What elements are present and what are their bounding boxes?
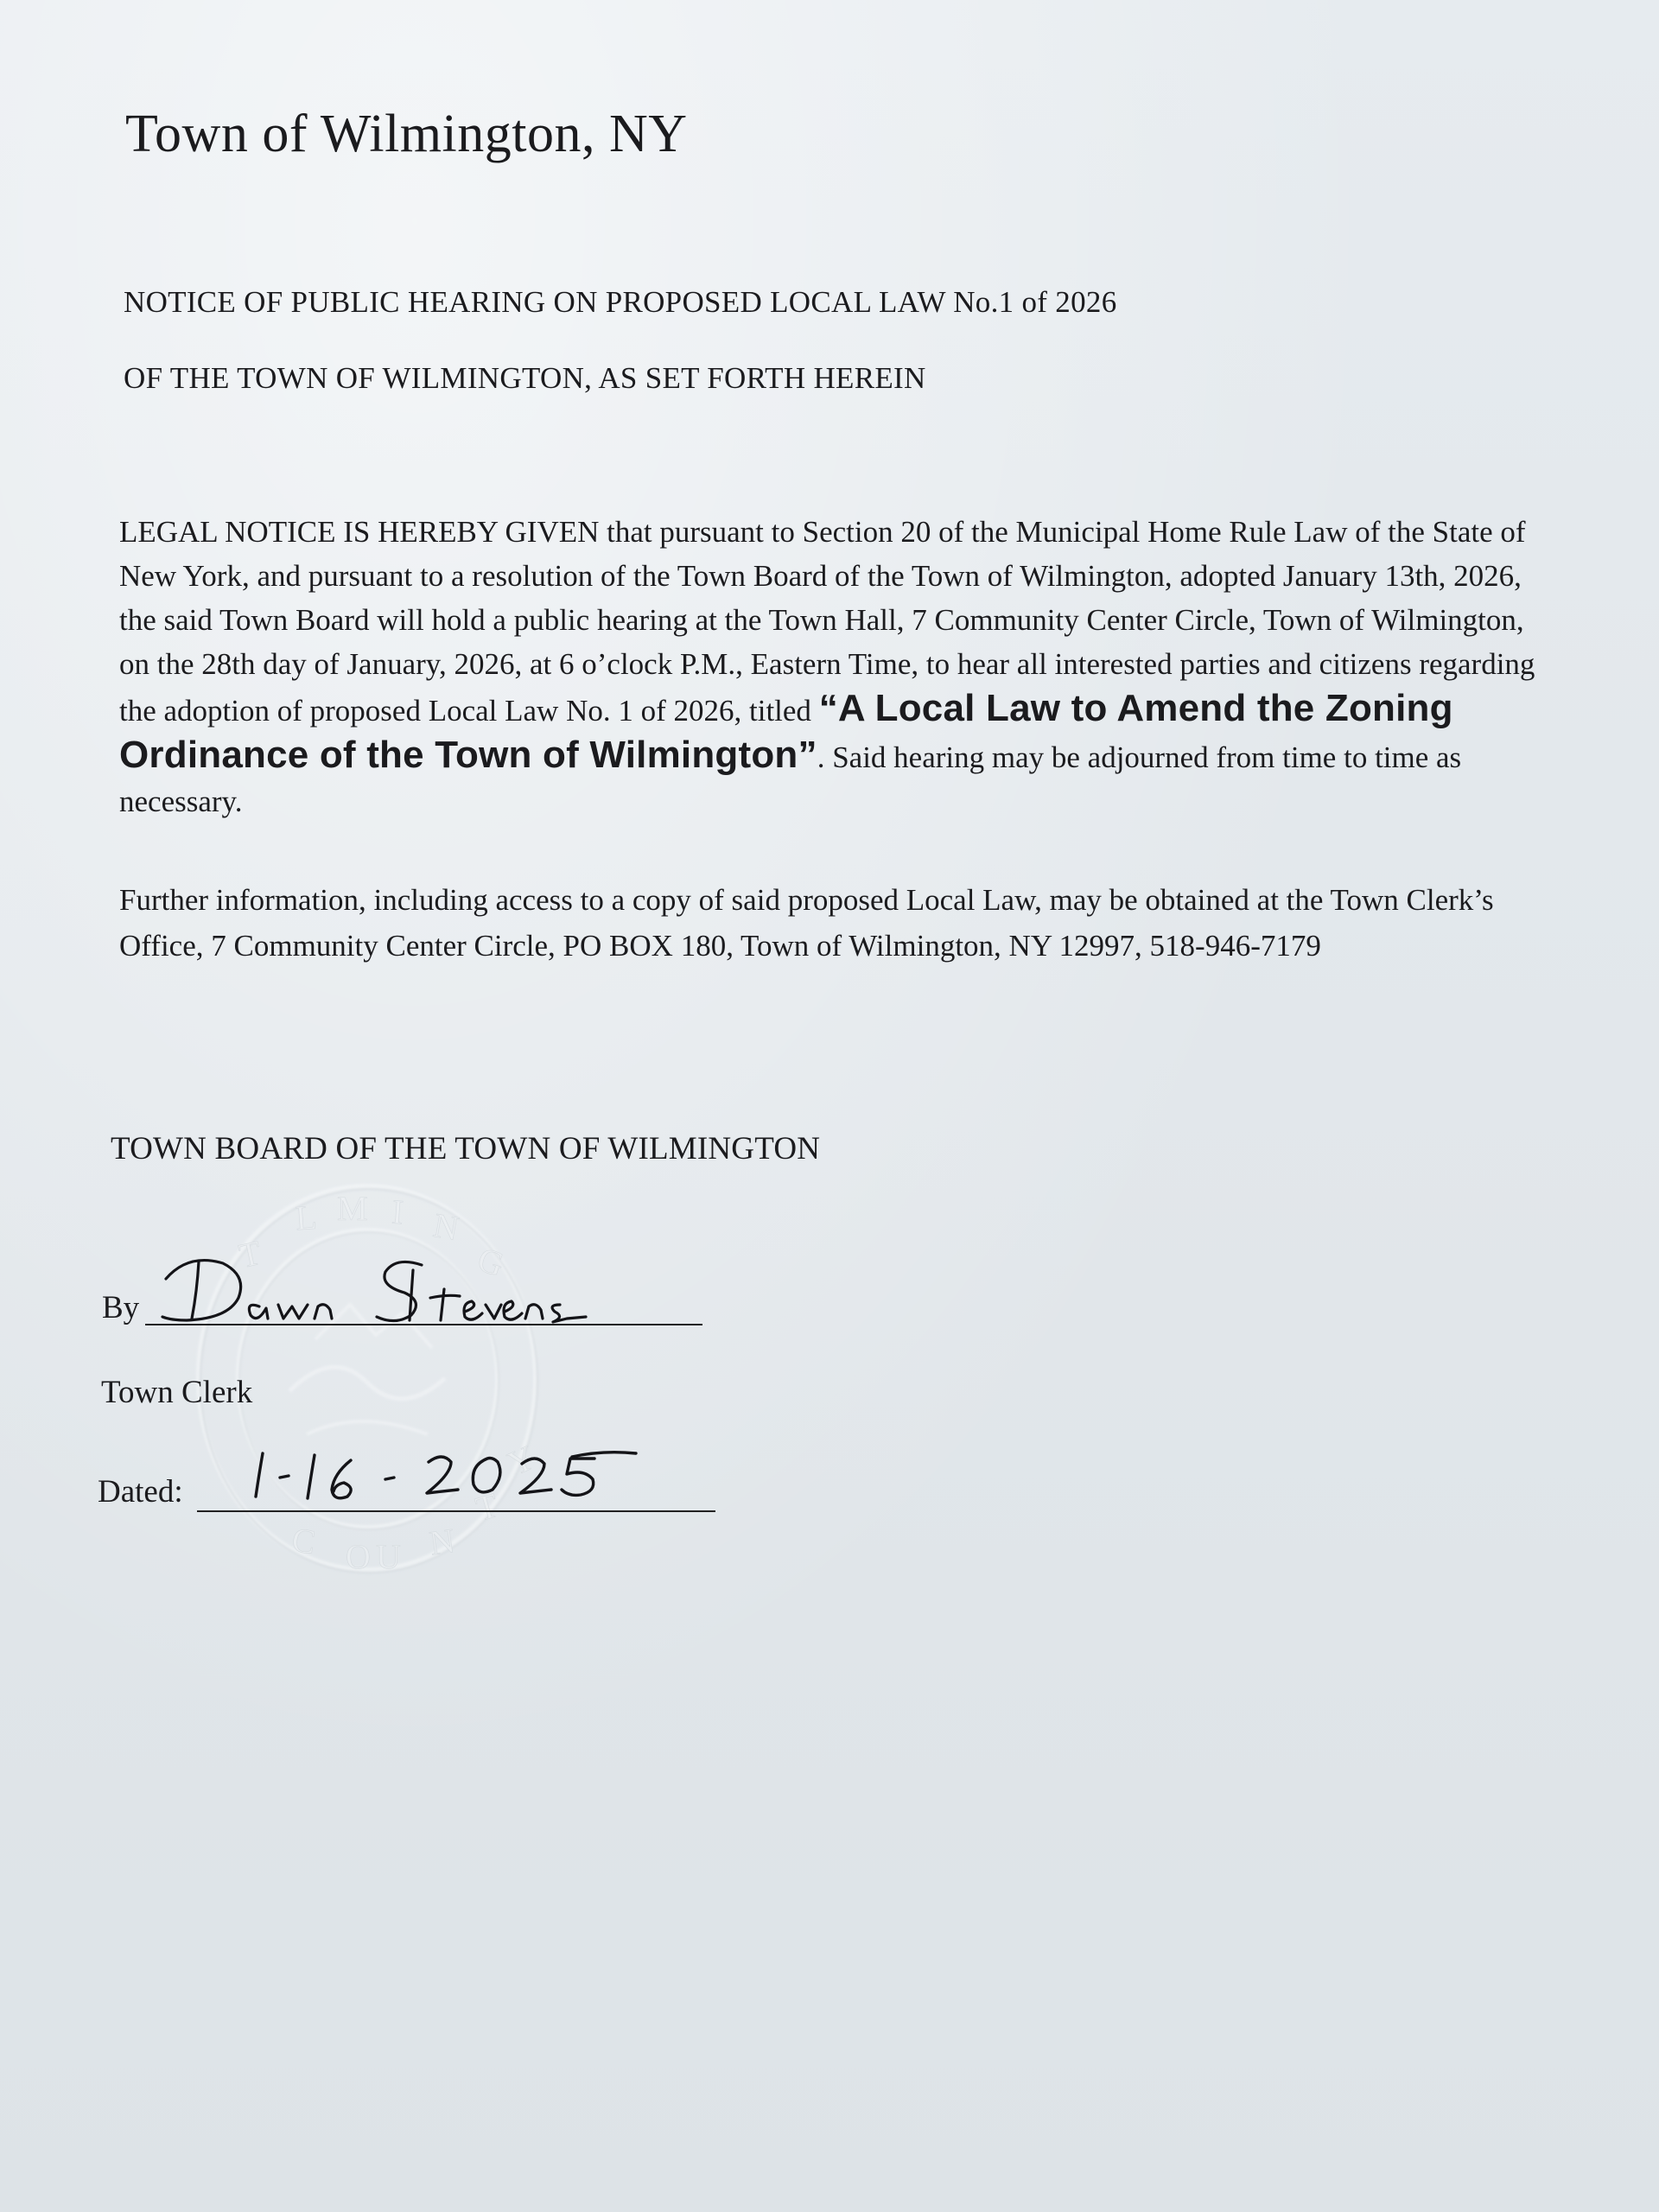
legal-notice-body: that pursuant to Section 20 of the Municipal Home Rule Law of the State of New York, and pursuant to a resolution of the Town Board of the Town of Wilmington, adopted January 13th, 2026, the said Town Board will hold a public hearing at the Town Hall, 7 Community Center Circle, Town of Wilmington, on the 28th day of January, 2026, at 6 o’clock P.M., Eastern Time, to hear all interested parties and citizens regarding the adoption of proposed Local Law No. 1 of 2026, titled bbox=[119, 515, 1535, 728]
document-title: Town of Wilmington, NY bbox=[125, 105, 688, 163]
handwritten-date bbox=[240, 1434, 724, 1512]
svg-text:I: I bbox=[390, 1192, 405, 1232]
svg-text:T: T bbox=[471, 1485, 503, 1529]
legal-notice-tail: . Said hearing may be adjourned from time to time as necessary. bbox=[119, 741, 1462, 818]
town-clerk-title: Town Clerk bbox=[101, 1375, 253, 1410]
svg-text:G: G bbox=[473, 1239, 509, 1284]
by-label: By bbox=[102, 1290, 140, 1325]
svg-text:C: C bbox=[289, 1519, 318, 1562]
svg-text:L: L bbox=[294, 1197, 318, 1238]
notice-heading-line-2: OF THE TOWN OF WILMINGTON, AS SET FORTH HEREIN bbox=[124, 361, 926, 395]
svg-text:Y: Y bbox=[502, 1437, 541, 1484]
legal-notice-lead: LEGAL NOTICE IS HEREBY GIVEN bbox=[119, 515, 600, 549]
signature-row bbox=[102, 1244, 707, 1331]
legal-notice-paragraph bbox=[119, 510, 1536, 823]
svg-text:N: N bbox=[430, 1205, 462, 1249]
dated-row bbox=[98, 1434, 720, 1512]
notice-heading-line-1: NOTICE OF PUBLIC HEARING ON PROPOSED LOCAL LAW No.1 of 2026 bbox=[124, 285, 1117, 319]
svg-text:U: U bbox=[376, 1537, 401, 1576]
svg-text:O: O bbox=[346, 1537, 371, 1576]
svg-text:N: N bbox=[427, 1520, 458, 1563]
svg-text:T: T bbox=[235, 1233, 265, 1276]
further-information-paragraph: Further information, including access to a copy of said proposed Local Law, may be obtained at the Town Clerk’s Office, 7 Community Center Circle, PO BOX 180, Town of Wilmington, NY 12997, 518-946-7179 bbox=[119, 883, 1494, 963]
svg-text:M: M bbox=[337, 1189, 368, 1228]
handwritten-signature bbox=[154, 1244, 655, 1331]
proposed-law-title: “A Local Law to Amend the Zoning Ordinance of the Town of Wilmington” bbox=[119, 687, 1453, 776]
dated-label: Dated: bbox=[98, 1474, 183, 1510]
town-board-line: TOWN BOARD OF THE TOWN OF WILMINGTON bbox=[111, 1131, 821, 1166]
